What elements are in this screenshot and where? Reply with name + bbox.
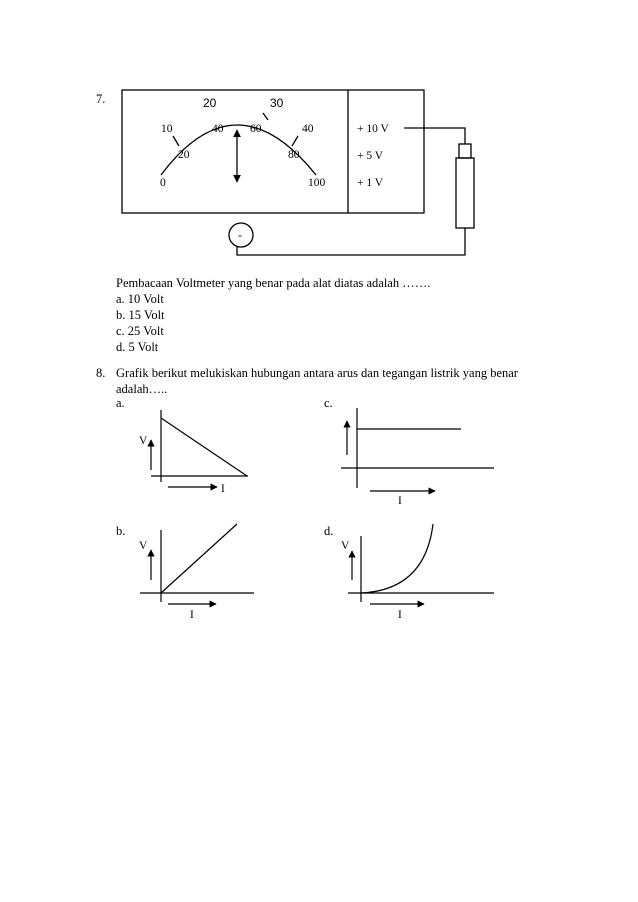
terminal-10v: + 10 V <box>357 123 389 135</box>
question-7-option-a: a. 10 Volt <box>116 292 164 306</box>
scale-mid-10: 10 <box>161 123 173 135</box>
scale-mid-40: 40 <box>212 123 224 135</box>
terminal-5v: + 5 V <box>357 150 384 162</box>
graph-b-y-label: V <box>139 540 148 552</box>
scale-top-30: 30 <box>270 96 284 110</box>
graph-d-label: d. <box>324 524 334 538</box>
graph-d-plot-curve <box>361 524 433 593</box>
graph-a <box>151 410 248 487</box>
scale-inner-80: 80 <box>288 149 300 161</box>
graph-d-y-label: V <box>341 540 350 552</box>
scale-tick-left <box>173 136 179 146</box>
question-7-text: Pembacaan Voltmeter yang benar pada alat diatas adalah ……. <box>116 276 431 290</box>
terminal-1v: + 1 V <box>357 177 384 189</box>
question-7-option-d: d. 5 Volt <box>116 340 159 354</box>
resistor-body <box>456 158 474 228</box>
scale-bottom-0: 0 <box>160 177 166 189</box>
graph-d <box>348 524 494 604</box>
graph-b-plot-line <box>161 524 237 593</box>
graph-c-label: c. <box>324 396 333 410</box>
graph-c-x-label: I <box>398 495 402 507</box>
scale-tick-mid <box>263 113 268 120</box>
graph-a-plot-line <box>161 418 247 476</box>
graph-c <box>341 408 494 491</box>
question-7-number: 7. <box>96 92 106 106</box>
wire-top <box>404 128 465 144</box>
graph-b-x-label: I <box>190 609 194 621</box>
graph-a-y-label: V <box>139 435 148 447</box>
graph-d-x-label: I <box>398 609 402 621</box>
graph-a-x-label: I <box>221 483 225 495</box>
resistor-cap <box>459 144 471 158</box>
scale-mid-40-right: 40 <box>302 123 314 135</box>
wire-bottom <box>237 228 465 255</box>
graph-b <box>140 524 254 604</box>
question-8-text-line1: Grafik berikut melukiskan hubungan antara arus dan tegangan listrik yang benar <box>116 366 518 380</box>
graph-b-label: b. <box>116 524 126 538</box>
question-8-text-line2: adalah….. <box>116 382 168 396</box>
minus-terminal-label: - <box>238 228 242 242</box>
scale-top-20: 20 <box>203 96 217 110</box>
voltmeter-diagram <box>122 90 474 255</box>
question-7-option-b: b. 15 Volt <box>116 308 165 322</box>
scale-mid-60: 60 <box>250 123 262 135</box>
scale-tick-right <box>292 136 298 146</box>
graph-a-label: a. <box>116 396 125 410</box>
question-7-option-c: c. 25 Volt <box>116 324 164 338</box>
question-8-number: 8. <box>96 366 106 380</box>
scale-inner-20: 20 <box>178 149 190 161</box>
scale-bottom-100: 100 <box>308 177 326 189</box>
